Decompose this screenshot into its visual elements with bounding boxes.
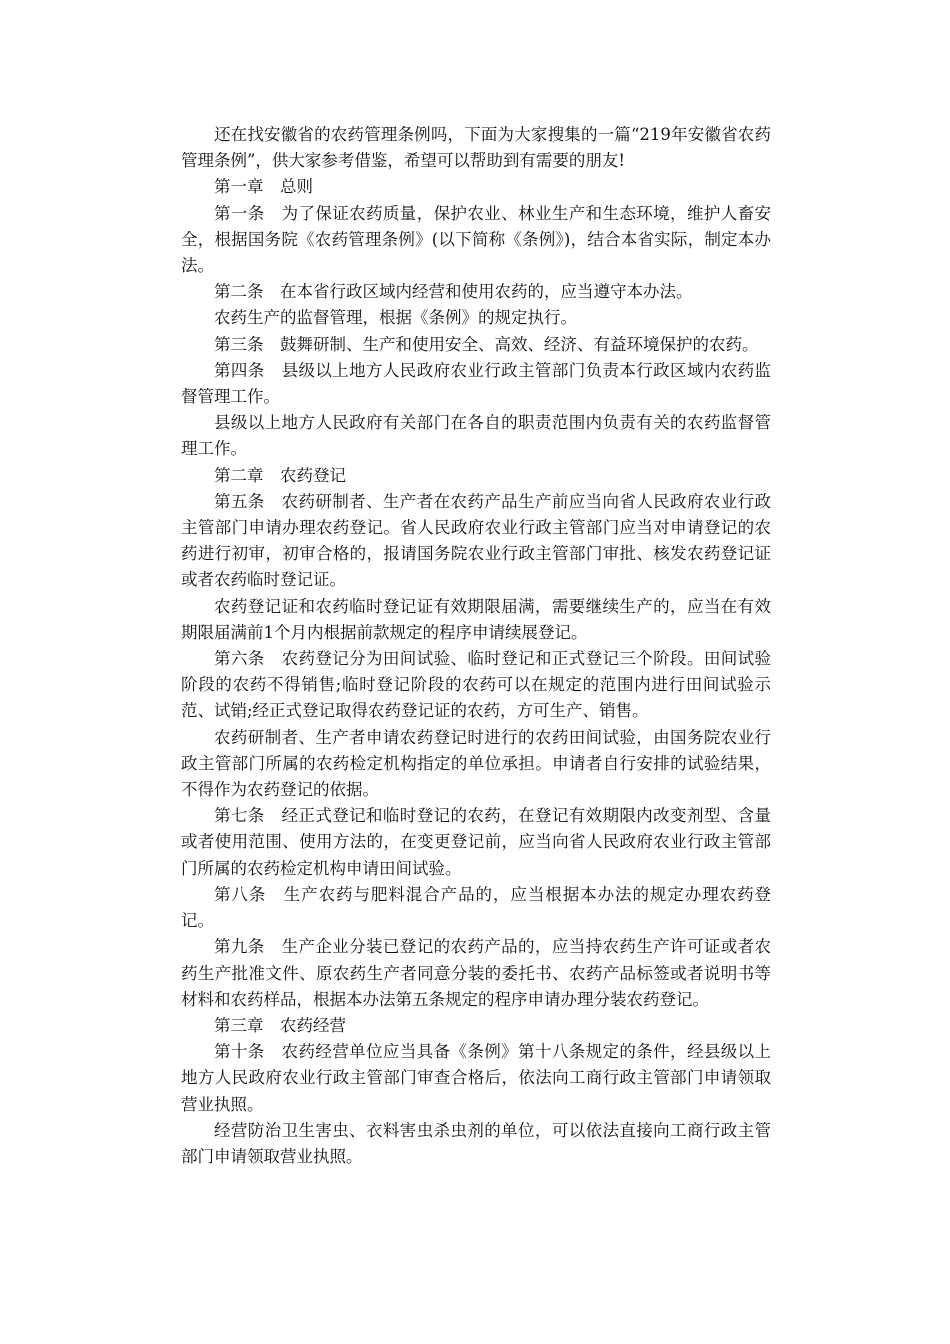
article-paragraph: 农药生产的监督管理，根据《条例》的规定执行。	[214, 308, 577, 328]
article-paragraph: 农药登记证和农药临时登记证有效期限届满，需要继续生产的，应当在有效期限届满前1个月内根据前款规定的程序申请续展登记。	[181, 596, 771, 642]
article-paragraph: 第十条 农药经营单位应当具备《条例》第十八条规定的条件，经县级以上地方人民政府农业行政主管部门审查合格后，依法向工商行政主管部门申请领取营业执照。	[181, 1042, 771, 1114]
article-paragraph: 第四条 县级以上地方人民政府农业行政主管部门负责本行政区域内农药监督管理工作。	[181, 360, 771, 407]
article-paragraph: 第七条 经正式登记和临时登记的农药，在登记有效期限内改变剂型、含量或者使用范围、使用方法的，在变更登记前，应当向省人民政府农业行政主管部门所属的农药检定机构申请田间试验。	[181, 806, 771, 878]
article-paragraph: 第一条 为了保证农药质量，保护农业、林业生产和生态环境，维护人畜安全，根据国务院《农药管理条例》(以下简称《条例》)，结合本省实际，制定本办法。	[181, 203, 771, 276]
chapter-heading: 第一章 总则	[214, 177, 313, 197]
article-paragraph: 经营防治卫生害虫、衣料害虫杀虫剂的单位，可以依法直接向工商行政主管部门申请领取营业执照。	[181, 1120, 771, 1166]
article-paragraph: 县级以上地方人民政府有关部门在各自的职责范围内负责有关的农药监督管理工作。	[181, 413, 771, 459]
article-paragraph: 第二条 在本省行政区域内经营和使用农药的，应当遵守本办法。	[214, 282, 693, 302]
document-body	[181, 122, 771, 1170]
article-paragraph: 第五条 农药研制者、生产者在农药产品生产前应当向省人民政府农业行政主管部门申请办理农药登记。省人民政府农业行政主管部门应当对申请登记的农药进行初审，初审合格的，报请国务院农业行政主管部门审批、核发农药登记证或者农药临时登记证。	[181, 491, 771, 590]
chapter-heading: 第三章 农药经营	[214, 1015, 346, 1035]
article-paragraph: 第九条 生产企业分装已登记的农药产品的，应当持农药生产许可证或者农药生产批准文件、原农药生产者同意分装的委托书、农药产品标签或者说明书等材料和农药样品，根据本办法第五条规定的程序申请办理分装农药登记。	[181, 937, 771, 1009]
article-paragraph: 第八条 生产农药与肥料混合产品的，应当根据本办法的规定办理农药登记。	[181, 884, 771, 931]
intro-paragraph: 还在找安徽省的农药管理条例吗，下面为大家搜集的一篇“219年安徽省农药管理条例”，供大家参考借鉴，希望可以帮助到有需要的朋友!	[181, 125, 771, 171]
article-paragraph: 第六条 农药登记分为田间试验、临时登记和正式登记三个阶段。田间试验阶段的农药不得销售;临时登记阶段的农药可以在规定的范围内进行田间试验示范、试销;经正式登记取得农药登记证的农药，方可生产、销售。	[181, 649, 771, 721]
article-paragraph: 第三条 鼓舞研制、生产和使用安全、高效、经济、有益环境保护的农药。	[214, 334, 759, 354]
chapter-heading: 第二章 农药登记	[214, 465, 346, 485]
article-paragraph: 农药研制者、生产者申请农药登记时进行的农药田间试验，由国务院农业行政主管部门所属的农药检定机构指定的单位承担。申请者自行安排的试验结果，不得作为农药登记的依据。	[181, 727, 771, 800]
